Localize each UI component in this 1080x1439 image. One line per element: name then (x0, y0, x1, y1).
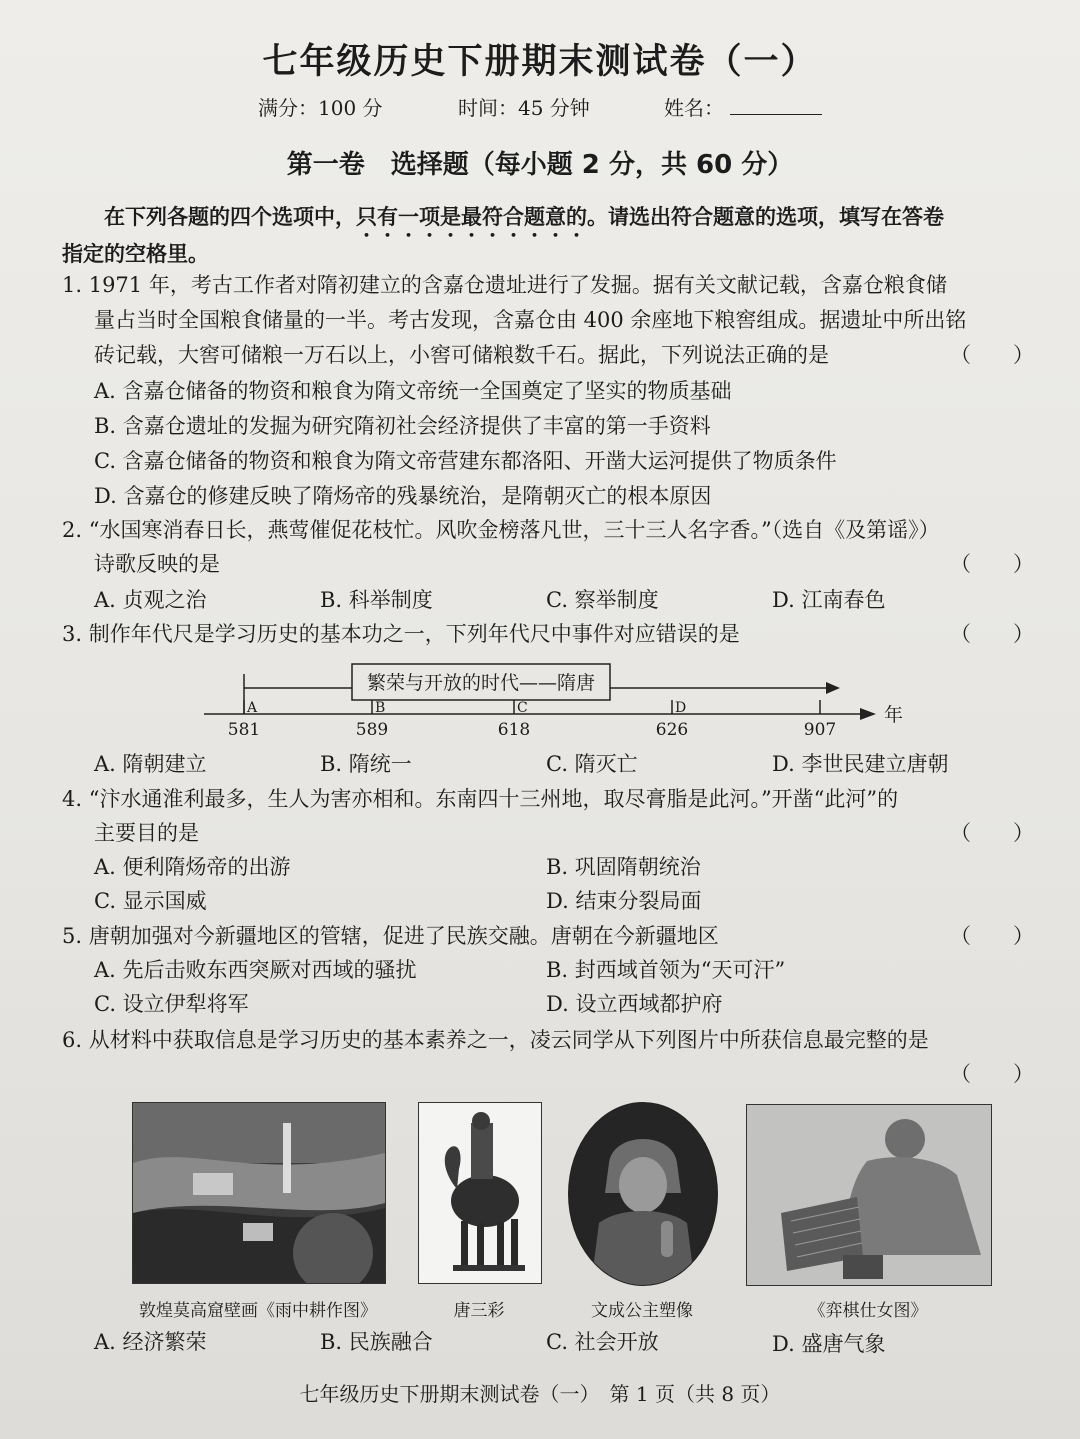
q5-option-c: C. 设立伊犁将军 (94, 992, 249, 1016)
q5-option-d: D. 设立西域都护府 (546, 992, 723, 1016)
q5-stem: 5. 唐朝加强对今新疆地区的管辖，促进了民族交融。唐朝在今新疆地区 (62, 924, 719, 948)
q4-option-d: D. 结束分裂局面 (546, 889, 702, 913)
timeline-label-box (352, 664, 610, 700)
instruction (104, 203, 944, 242)
q6-answer-paren: （ ） (950, 1062, 1034, 1086)
q6-option-c: C. 社会开放 (546, 1330, 659, 1354)
timeline-point-letter: D (675, 700, 687, 716)
q6-option-b: B. 民族融合 (320, 1330, 433, 1354)
timeline-year-label: 581 (227, 720, 261, 740)
timeline-year-label: 907 (803, 720, 837, 740)
timeline-unit: 年 (884, 704, 904, 726)
q2-option-c: C. 察举制度 (546, 588, 659, 612)
q2-option-b: B. 科举制度 (320, 588, 433, 612)
caption-mural: 敦煌莫高窟壁画《雨中耕作图》 (139, 1301, 377, 1321)
tang-sancai-image (418, 1102, 542, 1284)
mural-illustration (133, 1103, 385, 1283)
painting-illustration (747, 1105, 991, 1285)
name-blank (730, 98, 822, 115)
timeline-year-label: 626 (655, 720, 689, 740)
q5-answer-paren: （ ） (950, 924, 1034, 948)
q4-option-a: A. 便利隋炀帝的出游 (94, 855, 291, 879)
exam-title: 七年级历史下册期末测试卷（一） (262, 42, 818, 82)
caption-statue: 文成公主塑像 (591, 1301, 693, 1321)
q1-option-c: C. 含嘉仓储备的物资和粮食为隋文帝营建东都洛阳、开凿大运河提供了物质条件 (94, 449, 837, 473)
timeline-axis-arrow (860, 708, 876, 720)
timeline-point-letter: B (375, 700, 386, 716)
q3-stem: 3. 制作年代尺是学习历史的基本功之一，下列年代尺中事件对应错误的是 (62, 622, 740, 646)
q1-stem-line1: 1. 1971 年，考古工作者对隋初建立的含嘉仓遗址进行了发掘。据有关文献记载，含嘉仓粮食储 (62, 273, 947, 297)
q3-option-d: D. 李世民建立唐朝 (772, 752, 949, 776)
full-score: 满分：100 分 (258, 96, 383, 120)
q1-option-b: B. 含嘉仓遗址的发掘为研究隋初社会经济提供了丰富的第一手资料 (94, 414, 711, 438)
caption-sancai: 唐三彩 (453, 1301, 505, 1321)
camel-figurine-illustration (419, 1103, 541, 1283)
q2-answer-paren: （ ） (950, 552, 1034, 576)
exam-time: 时间：45 分钟 (458, 96, 590, 120)
instruction-part: 在下列各题的四个选项中， (104, 205, 356, 229)
mural-image (132, 1102, 386, 1284)
instruction-part: 。请选出符合题意的选项，填写在答卷 (587, 205, 944, 229)
q5-option-b: B. 封西域首领为“天可汗” (546, 958, 786, 982)
timeline-bracket-arrow (826, 682, 840, 694)
instruction-line2: 指定的空格里。 (62, 242, 209, 266)
q3-option-c: C. 隋灭亡 (546, 752, 638, 776)
q1-stem-line3: 砖记载，大窖可储粮一万石以上，小窖可储粮数千石。据此，下列说法正确的是 (94, 343, 829, 367)
q4-stem-line1: 4. “汴水通淮利最多，生人为害亦相和。东南四十三州地，取尽膏脂是此河。”开凿“此河”的 (62, 787, 899, 811)
q6-option-d: D. 盛唐气象 (772, 1332, 886, 1356)
instruction-emphasis: 只有一项是最符合题意的 (356, 205, 587, 229)
page-footer: 七年级历史下册期末测试卷（一） 第 1 页（共 8 页） (299, 1382, 781, 1406)
q2-option-a: A. 贞观之治 (94, 588, 207, 612)
q3-option-b: B. 隋统一 (320, 752, 412, 776)
q3-answer-paren: （ ） (950, 622, 1034, 646)
timeline-year-label: 618 (497, 720, 531, 740)
timeline-label: 繁荣与开放的时代——隋唐 (366, 672, 596, 694)
princess-statue-image (568, 1102, 718, 1286)
chess-lady-image (746, 1104, 992, 1286)
timeline-point-letter: A (247, 700, 258, 716)
q4-stem-line2: 主要目的是 (94, 821, 199, 845)
q1-option-d: D. 含嘉仓的修建反映了隋炀帝的残暴统治，是隋朝灭亡的根本原因 (94, 484, 712, 508)
timeline-year-label: 589 (355, 720, 389, 740)
q4-option-c: C. 显示国威 (94, 889, 207, 913)
q1-answer-paren: （ ） (950, 343, 1034, 367)
q5-option-a: A. 先后击败东西突厥对西域的骚扰 (94, 958, 417, 982)
q6-option-a: A. 经济繁荣 (94, 1330, 207, 1354)
statue-illustration (569, 1103, 717, 1285)
section-title: 第一卷 选择题（每小题 2 分，共 60 分） (286, 150, 794, 180)
caption-painting: 《弈棋仕女图》 (808, 1301, 928, 1321)
q1-option-a: A. 含嘉仓储备的物资和粮食为隋文帝统一全国奠定了坚实的物质基础 (94, 379, 732, 403)
q1-stem-line2: 量占当时全国粮食储量的一半。考古发现，含嘉仓由 400 余座地下粮窖组成。据遗址中所出铭 (94, 308, 967, 332)
q4-answer-paren: （ ） (950, 821, 1034, 845)
timeline-point-letter: C (517, 700, 528, 716)
name-field (664, 92, 822, 121)
q6-stem: 6. 从材料中获取信息是学习历史的基本素养之一，凌云同学从下列图片中所获信息最完整的是 (62, 1028, 929, 1052)
q4-option-b: B. 巩固隋朝统治 (546, 855, 701, 879)
q2-stem-line2: 诗歌反映的是 (94, 552, 220, 576)
timeline-points (228, 700, 836, 740)
q2-option-d: D. 江南春色 (772, 588, 886, 612)
q3-option-a: A. 隋朝建立 (94, 752, 207, 776)
name-label: 姓名： (664, 96, 724, 120)
q2-stem-line1: 2. “水国寒消春日长，燕莺催促花枝忙。风吹金榜落凡世，三十三人名字香。”（选自《及第谣》） (62, 518, 940, 542)
